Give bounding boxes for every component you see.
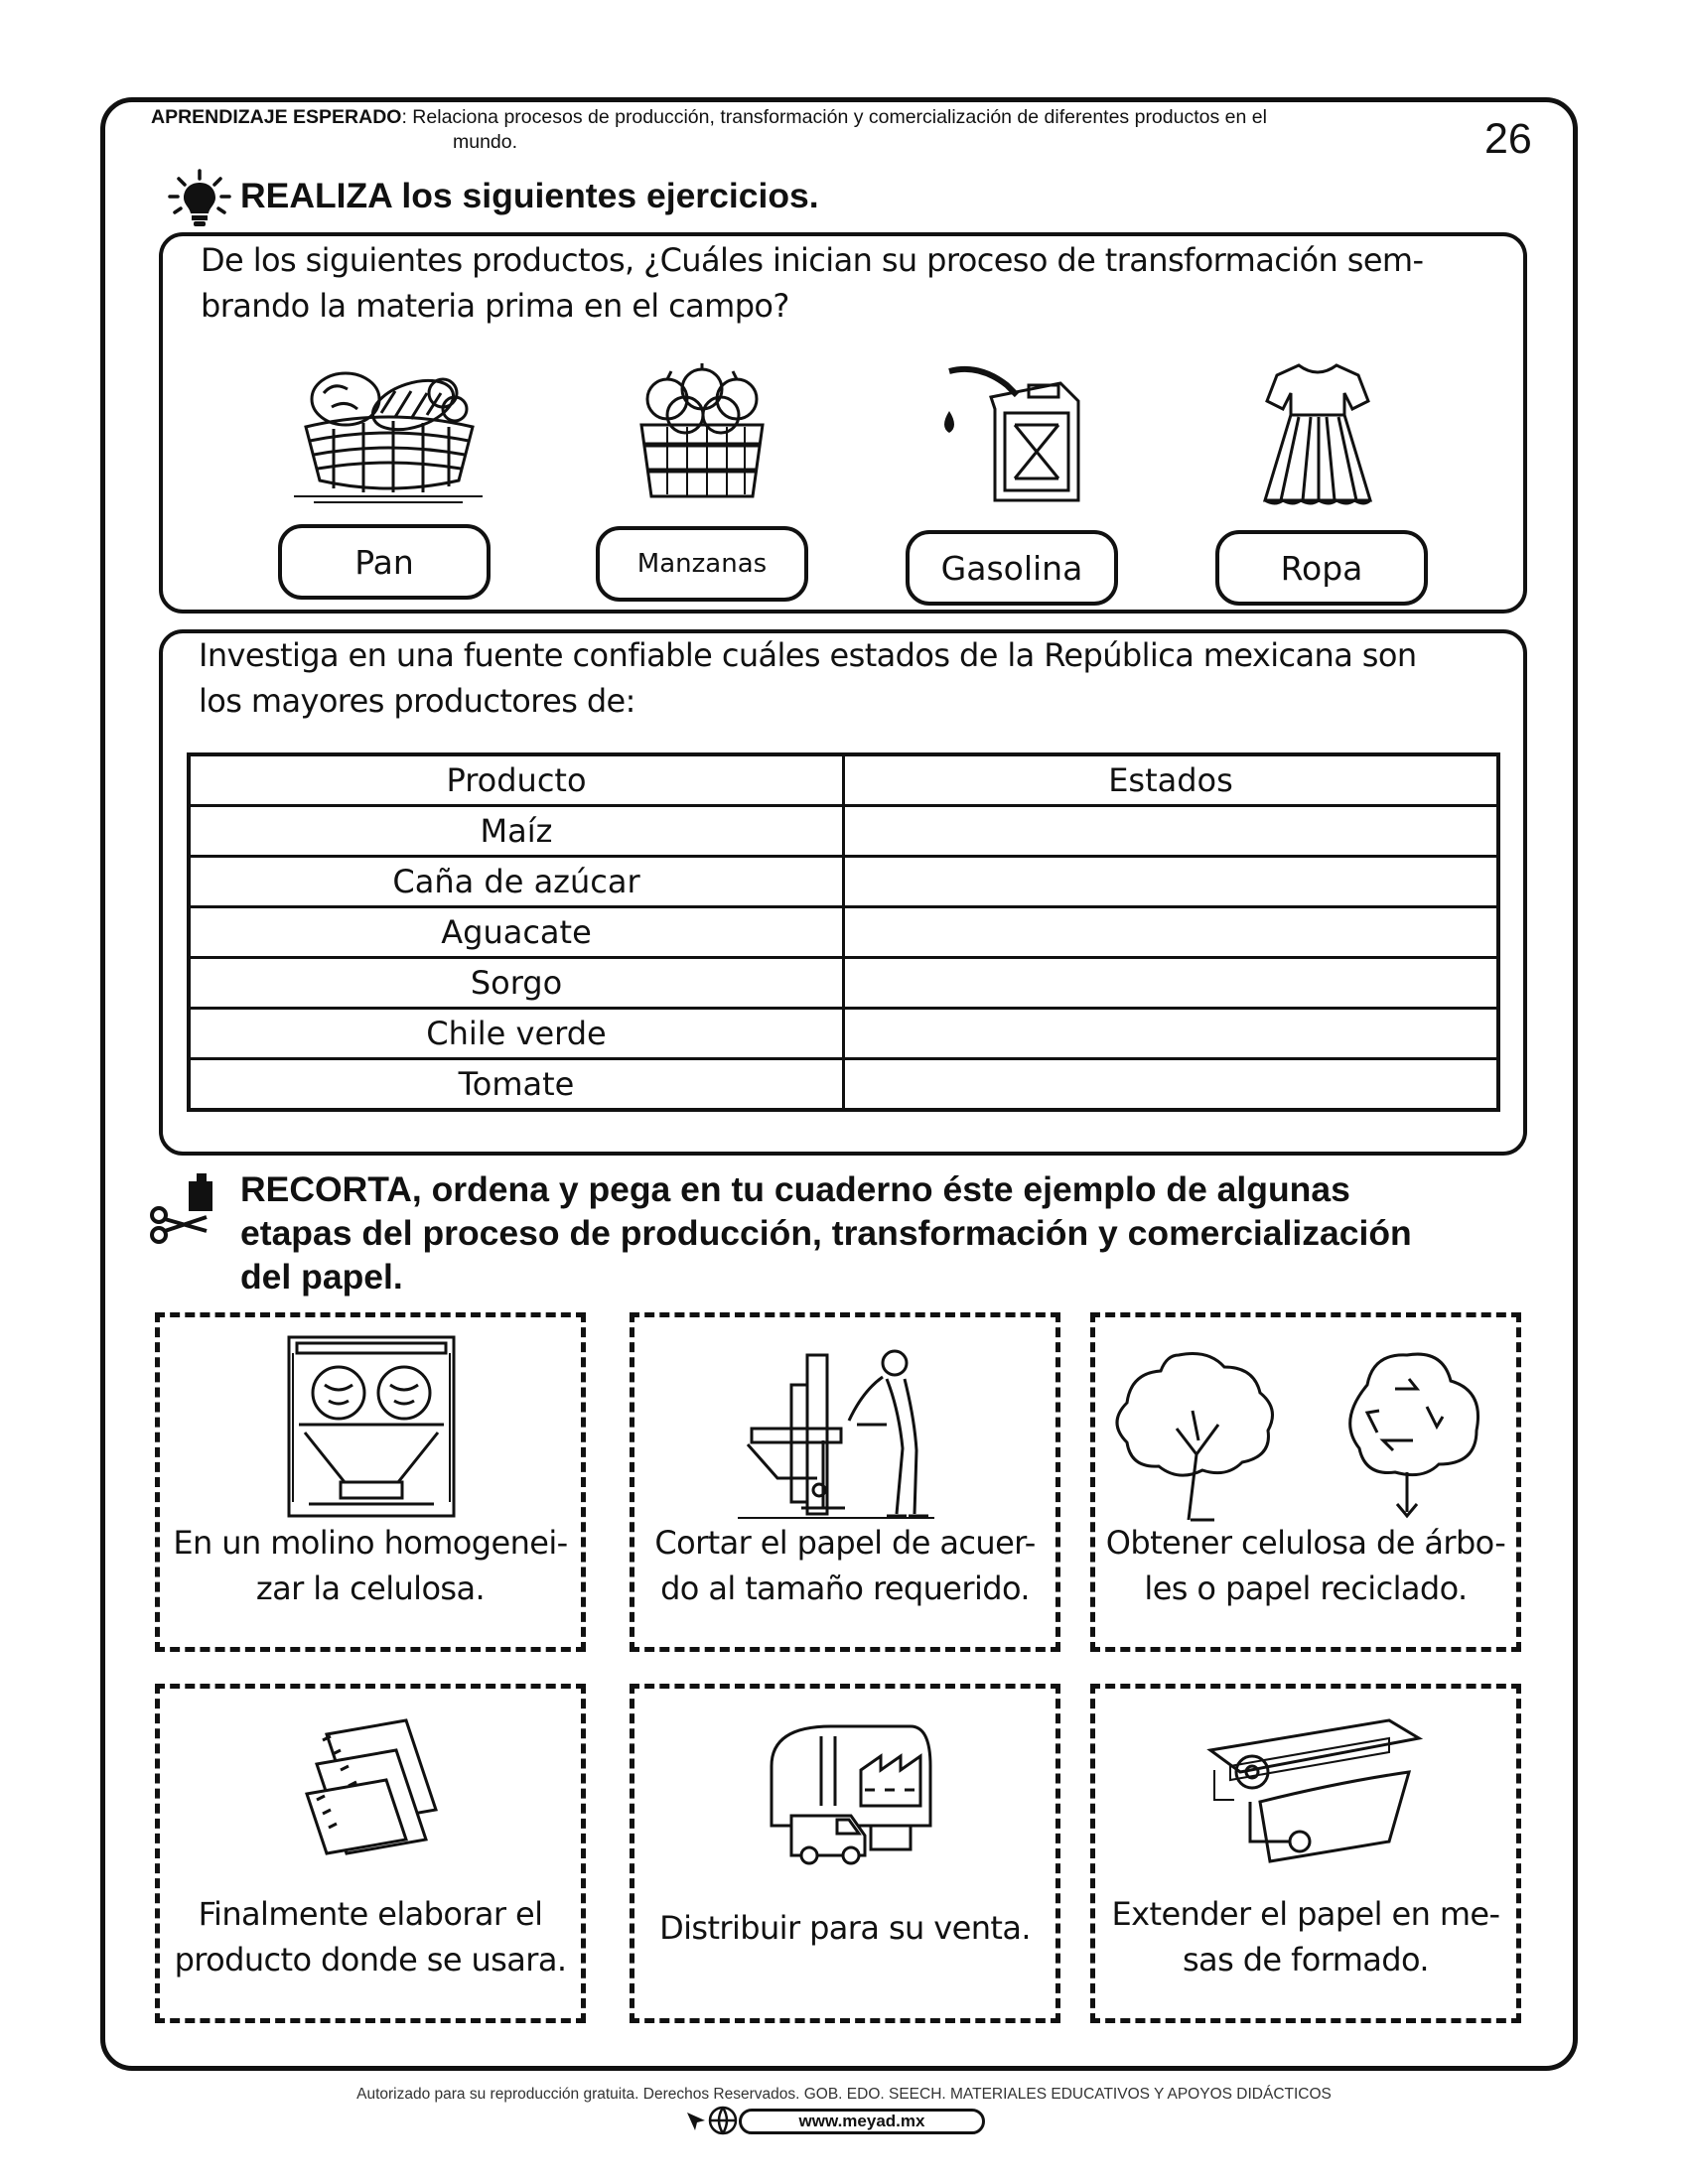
producers-table bbox=[187, 752, 1500, 1112]
card-caption bbox=[634, 1520, 1055, 1611]
paper-cutter-worker-icon bbox=[738, 1341, 936, 1522]
estados-cell[interactable] bbox=[844, 958, 1499, 1009]
section3-heading-line2: etapas del proceso de producción, transformación y comercialización bbox=[240, 1213, 1412, 1253]
card-caption bbox=[160, 1891, 581, 1982]
question1-line1: De los siguientes productos, ¿Cuáles inician su proceso de transformación sem- bbox=[201, 241, 1424, 279]
notebooks-icon bbox=[297, 1710, 462, 1859]
table-row bbox=[189, 857, 1498, 907]
card-caption-line2: do al tamaño requerido. bbox=[660, 1570, 1030, 1607]
card-caption-line1: Extender el papel en me- bbox=[1111, 1895, 1500, 1933]
header-estados: Estados bbox=[844, 754, 1499, 806]
question2-text bbox=[199, 632, 1417, 724]
header-producto: Producto bbox=[189, 754, 844, 806]
question2-line1: Investiga en una fuente confiable cuáles estados de la República mexicana son bbox=[199, 636, 1417, 674]
product-cell: Tomate bbox=[189, 1059, 844, 1111]
table-header-row bbox=[189, 754, 1498, 806]
scissors-glue-icon bbox=[147, 1169, 222, 1245]
pulp-mill-icon bbox=[285, 1333, 458, 1520]
card-caption-line1: En un molino homogenei- bbox=[173, 1524, 568, 1562]
product-ropa-label: Ropa bbox=[1215, 530, 1428, 606]
estados-cell[interactable] bbox=[844, 1059, 1499, 1111]
question1-text bbox=[201, 237, 1423, 329]
table-row bbox=[189, 1059, 1498, 1111]
aprendizaje-esperado bbox=[151, 105, 1442, 155]
page-number: 26 bbox=[1484, 115, 1532, 163]
cut-card-distribution[interactable] bbox=[630, 1684, 1060, 2023]
card-caption-line2: les o papel reciclado. bbox=[1144, 1570, 1468, 1607]
apple-basket-icon bbox=[628, 359, 776, 508]
aprendizaje-text-2: mundo. bbox=[453, 131, 518, 153]
estados-cell[interactable] bbox=[844, 806, 1499, 857]
table-row bbox=[189, 1009, 1498, 1059]
card-caption bbox=[634, 1905, 1055, 1951]
question1-line2: brando la materia prima en el campo? bbox=[201, 287, 789, 325]
bread-basket-icon bbox=[284, 357, 492, 506]
card-caption bbox=[1095, 1891, 1516, 1982]
factory-truck-icon bbox=[762, 1716, 934, 1865]
cut-card-cutter[interactable] bbox=[630, 1312, 1060, 1652]
product-pan-label: Pan bbox=[278, 524, 491, 600]
card-caption bbox=[160, 1520, 581, 1611]
globe-cursor-icon bbox=[683, 2105, 743, 2136]
product-cell: Sorgo bbox=[189, 958, 844, 1009]
card-caption-line2: sas de formado. bbox=[1182, 1941, 1430, 1979]
product-cell: Caña de azúcar bbox=[189, 857, 844, 907]
card-caption-line1: Cortar el papel de acuer- bbox=[654, 1524, 1036, 1562]
estados-cell[interactable] bbox=[844, 857, 1499, 907]
section3-heading-line1: RECORTA, ordena y pega en tu cuaderno éste ejemplo de algunas bbox=[240, 1169, 1350, 1209]
section3-heading-line3: del papel. bbox=[240, 1257, 403, 1297]
estados-cell[interactable] bbox=[844, 1009, 1499, 1059]
cut-card-notebooks[interactable] bbox=[155, 1684, 586, 2023]
product-cell: Maíz bbox=[189, 806, 844, 857]
dress-icon bbox=[1259, 359, 1376, 508]
table-row bbox=[189, 958, 1498, 1009]
cut-card-tree[interactable] bbox=[1090, 1312, 1521, 1652]
lightbulb-icon bbox=[167, 169, 232, 228]
estados-cell[interactable] bbox=[844, 907, 1499, 958]
footer-text: Autorizado para su reproducción gratuita. Derechos Reservados. GOB. EDO. SEECH. MATERIALES EDUCATIVOS Y APOYOS DIDÁCTICOS bbox=[356, 2086, 1332, 2103]
card-caption-line1: Distribuir para su venta. bbox=[659, 1909, 1031, 1947]
section3-heading bbox=[240, 1167, 1412, 1298]
product-manzanas-label: Manzanas bbox=[596, 526, 808, 602]
table-row bbox=[189, 907, 1498, 958]
tree-recycle-icon bbox=[1109, 1345, 1506, 1524]
card-caption bbox=[1095, 1520, 1516, 1611]
cut-card-mill[interactable] bbox=[155, 1312, 586, 1652]
product-cell: Chile verde bbox=[189, 1009, 844, 1059]
card-caption-line2: zar la celulosa. bbox=[255, 1570, 486, 1607]
product-cell: Aguacate bbox=[189, 907, 844, 958]
footer-url-link[interactable]: www.meyad.mx bbox=[739, 2109, 985, 2134]
section1-heading: REALIZA los siguientes ejercicios. bbox=[240, 176, 819, 215]
paper-machine-icon bbox=[1200, 1710, 1427, 1869]
question2-line2: los mayores productores de: bbox=[199, 682, 635, 720]
aprendizaje-label: APRENDIZAJE ESPERADO bbox=[151, 106, 402, 128]
product-gasolina-label: Gasolina bbox=[906, 530, 1118, 606]
card-caption-line1: Obtener celulosa de árbo- bbox=[1105, 1524, 1506, 1562]
table-row bbox=[189, 806, 1498, 857]
cut-card-forming[interactable] bbox=[1090, 1684, 1521, 2023]
card-caption-line1: Finalmente elaborar el bbox=[198, 1895, 543, 1933]
card-caption-line2: producto donde se usara. bbox=[174, 1941, 567, 1979]
fuel-can-icon bbox=[929, 361, 1098, 510]
aprendizaje-text: : Relaciona procesos de producción, transformación y comercialización de diferentes productos en el bbox=[401, 106, 1267, 128]
